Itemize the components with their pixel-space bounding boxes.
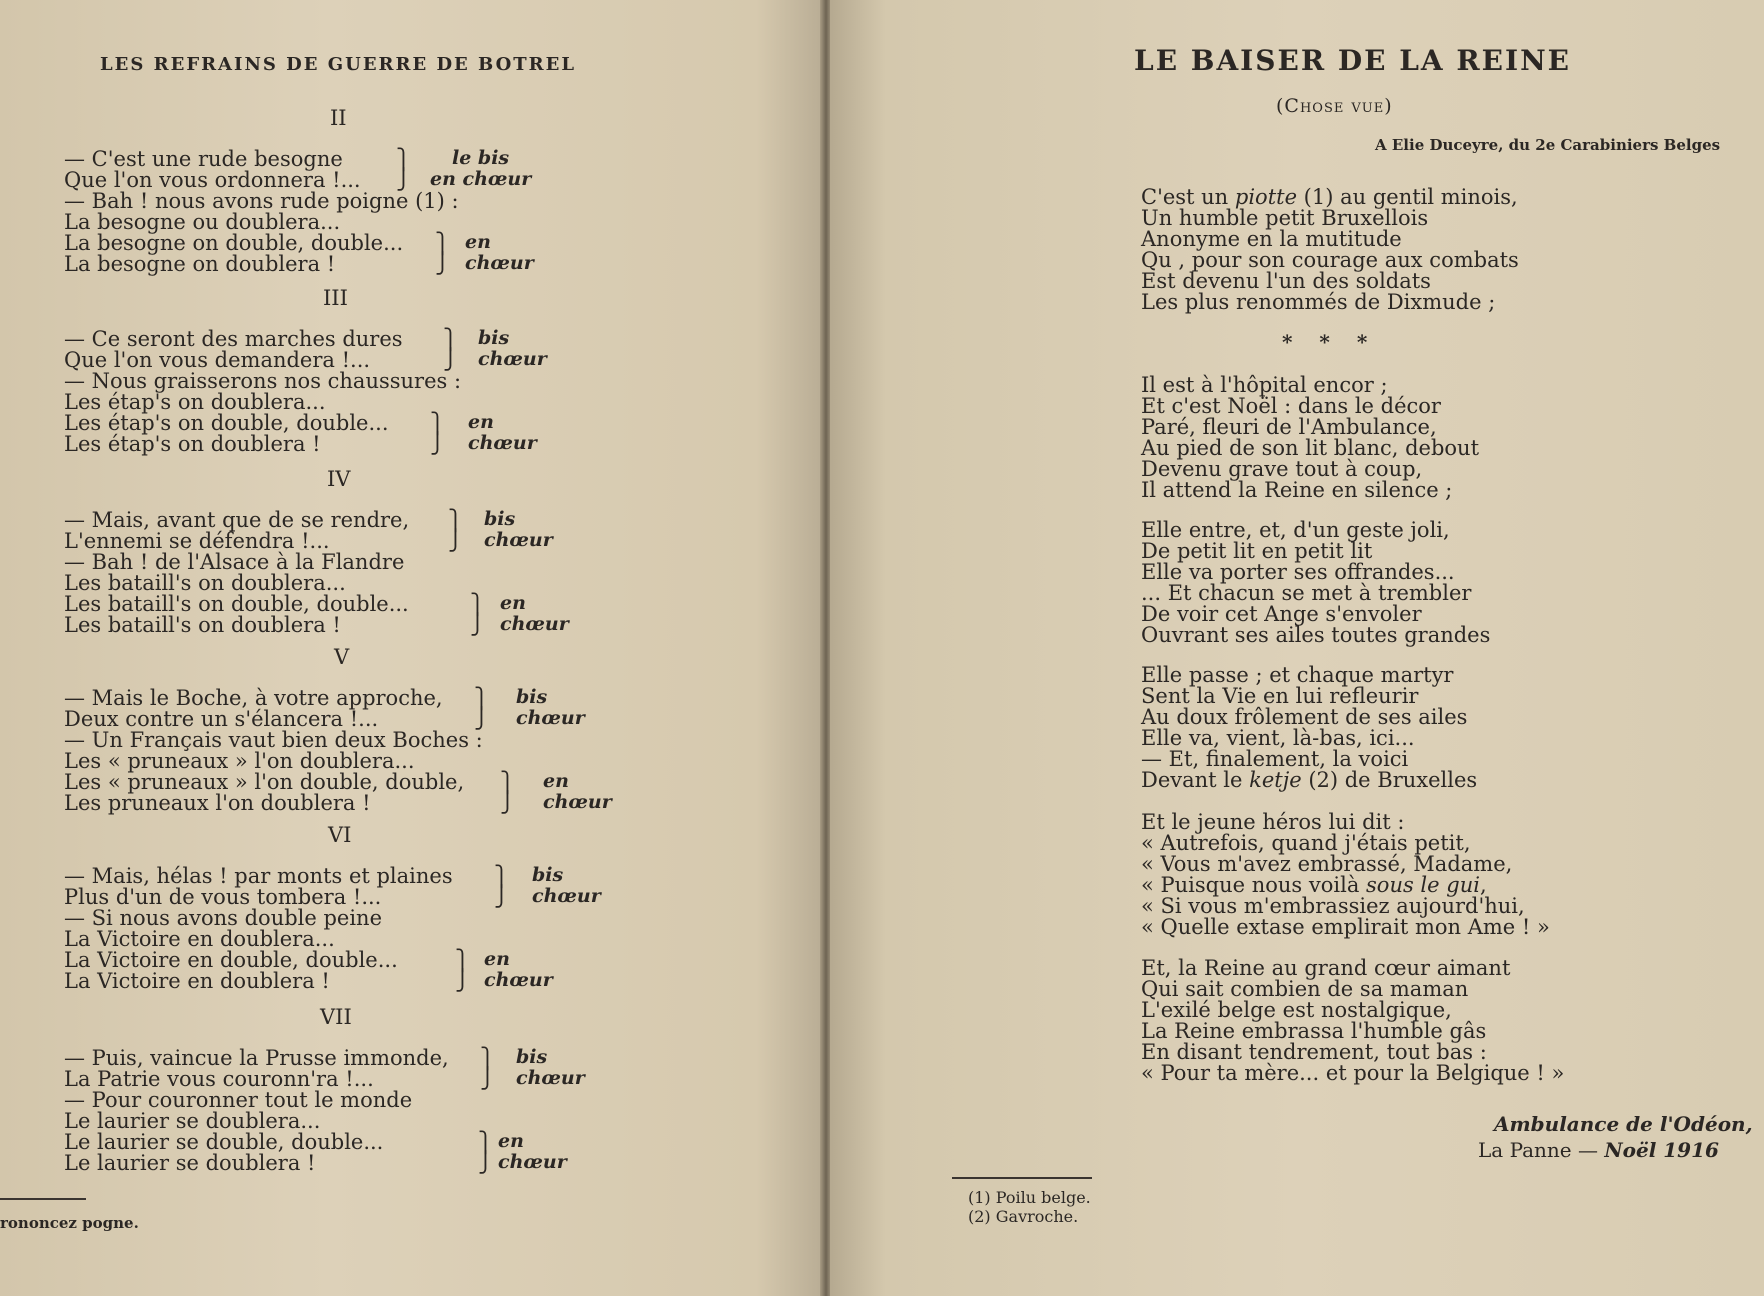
brace: ⎫ ⎭: [470, 592, 485, 636]
verse-line: Plus d'un de vous tombera !...: [64, 885, 382, 909]
verse-line: Les bataill's on doublera !: [64, 613, 341, 637]
verse-line: Les pruneaux l'on doublera !: [64, 791, 371, 815]
poem-line-text: « Quelle extase emplirait mon Ame ! »: [1141, 915, 1550, 939]
poem-line: [1141, 417, 1437, 438]
brace: ⎫ ⎭: [443, 327, 458, 371]
poem-title: LE BAISER DE LA REINE: [1134, 44, 1572, 77]
page-header: LES REFRAINS DE GUERRE DE BOTREL: [100, 54, 577, 75]
verse-line: La besogne on double, double...: [64, 231, 404, 255]
refrain-annotation: chœur: [478, 348, 547, 370]
poem-line-text: Et c'est Noël : dans le décor: [1141, 394, 1441, 418]
poem-line: [1141, 875, 1487, 896]
refrain-annotation: en: [465, 231, 491, 253]
footnote-2: (2) Gavroche.: [968, 1207, 1079, 1226]
poem-line: [1141, 396, 1441, 417]
poem-line-text: De petit lit en petit lit: [1141, 539, 1373, 563]
poem-line: [1141, 625, 1490, 646]
brace: ⎫ ⎭: [478, 1130, 493, 1174]
poem-line-text: L'exilé belge est nostalgique,: [1141, 998, 1452, 1022]
signature-place: La Panne —: [1478, 1138, 1605, 1162]
poem-line-text: Et, la Reine au grand cœur aimant: [1141, 956, 1511, 980]
poem-line-text: Et le jeune héros lui dit :: [1141, 810, 1405, 834]
refrain-annotation: chœur: [500, 613, 569, 635]
poem-line-text: Un humble petit Bruxellois: [1141, 206, 1429, 230]
refrain-annotation: le bis: [452, 147, 510, 169]
poem-line: [1141, 854, 1512, 875]
poem-subtitle: (Chose vue): [1276, 95, 1393, 117]
section-numeral: II: [330, 106, 347, 130]
poem-line: [1141, 541, 1372, 562]
poem-line-text: Il attend la Reine en silence ;: [1141, 478, 1453, 502]
signature-ambulance: Ambulance de l'Odéon,: [1494, 1112, 1753, 1136]
refrain-annotation: en: [498, 1130, 524, 1152]
poem-line-text: Elle va porter ses offrandes...: [1141, 560, 1455, 584]
poem-line-text: Ouvrant ses ailes toutes grandes: [1141, 623, 1491, 647]
verse-line: Que l'on vous ordonnera !...: [64, 168, 361, 192]
poem-line: [1141, 583, 1471, 604]
poem-line: [1141, 958, 1510, 979]
footnote: rononcez pogne.: [0, 1214, 139, 1232]
poem-line-text: En disant tendrement, tout bas :: [1141, 1040, 1487, 1064]
poem-line-text: « Pour ta mère... et pour la Belgique ! »: [1141, 1061, 1565, 1085]
poem-line: [1141, 686, 1418, 707]
refrain-annotation: bis: [478, 327, 510, 349]
verse-line: Les bataill's on double, double...: [64, 592, 409, 616]
poem-line: [1141, 480, 1452, 501]
poem-line: [1141, 250, 1519, 271]
brace: ⎫ ⎭: [435, 231, 450, 275]
poem-line-text: Qu , pour son courage aux combats: [1141, 248, 1519, 272]
footnote-1: (1) Poilu belge.: [968, 1188, 1091, 1207]
poem-line: [1141, 707, 1467, 728]
poem-line: [1141, 375, 1388, 396]
poem-line-text: Au pied de son lit blanc, debout: [1141, 436, 1480, 460]
verse-line: La Victoire en doublera !: [64, 969, 330, 993]
refrain-annotation: chœur: [543, 791, 612, 813]
poem-line: [1141, 896, 1525, 917]
footnote-rule: [0, 1198, 86, 1200]
poem-line: [1141, 271, 1431, 292]
refrain-annotation: en chœur: [430, 168, 532, 190]
poem-line-text: « Autrefois, quand j'étais petit,: [1141, 831, 1471, 855]
refrain-annotation: en: [543, 770, 569, 792]
poem-line: [1141, 917, 1550, 938]
verse-line: La Victoire en doublera...: [64, 927, 335, 951]
verse-line: — C'est une rude besogne: [64, 147, 343, 171]
poem-line-text: ,: [1479, 873, 1487, 897]
section-numeral: VII: [320, 1005, 352, 1029]
poem-line-text: C'est un: [1141, 185, 1235, 209]
poem-line: [1141, 520, 1450, 541]
poem-line: [1141, 208, 1428, 229]
brace: ⎫ ⎭: [494, 864, 509, 908]
poem-line: [1141, 728, 1415, 749]
dedication: A Elie Duceyre, du 2e Carabiniers Belges: [1375, 136, 1721, 154]
verse-line: Les « pruneaux » l'on double, double,: [64, 770, 465, 794]
poem-line-text: Anonyme en la mutitude: [1141, 227, 1402, 251]
verse-line: — Mais, avant que de se rendre,: [64, 508, 410, 532]
verse-line: — Nous graisserons nos chaussures :: [64, 369, 462, 393]
signature-place-date: [1478, 1138, 1719, 1162]
refrain-annotation: chœur: [468, 432, 537, 454]
section-numeral: IV: [327, 467, 351, 491]
verse-line: — Pour couronner tout le monde: [64, 1088, 413, 1112]
brace: ⎫ ⎭: [430, 411, 445, 455]
poem-line-emphasis: sous le gui: [1366, 873, 1480, 897]
poem-line: [1141, 1063, 1564, 1084]
refrain-annotation: chœur: [484, 969, 553, 991]
section-numeral: III: [323, 286, 348, 310]
verse-line: La Victoire en double, double...: [64, 948, 398, 972]
poem-line-text: Elle entre, et, d'un geste joli,: [1141, 518, 1450, 542]
verse-line: La Patrie vous couronn'ra !...: [64, 1067, 374, 1091]
poem-line-text: Paré, fleuri de l'Ambulance,: [1141, 415, 1437, 439]
brace: ⎫ ⎭: [500, 770, 515, 814]
verse-line: Deux contre un s'élancera !...: [64, 707, 379, 731]
brace: ⎫ ⎭: [474, 686, 489, 730]
poem-line: [1141, 562, 1455, 583]
verse-line: — Ce seront des marches dures: [64, 327, 403, 351]
brace: ⎫ ⎭: [448, 508, 463, 552]
verse-line: — Mais, hélas ! par monts et plaines: [64, 864, 453, 888]
verse-line: — Puis, vaincue la Prusse immonde,: [64, 1046, 449, 1070]
footnote-rule: [952, 1177, 1092, 1179]
verse-line: Les bataill's on doublera...: [64, 571, 346, 595]
poem-line: [1141, 604, 1422, 625]
poem-line-text: Devant le: [1141, 768, 1250, 792]
poem-line: [1141, 459, 1422, 480]
poem-line-text: (1) au gentil minois,: [1297, 185, 1518, 209]
brace: ⎫ ⎭: [396, 147, 411, 191]
poem-line: [1141, 979, 1468, 1000]
poem-line-text: Au doux frôlement de ses ailes: [1141, 705, 1468, 729]
poem-line-emphasis: ketje: [1249, 768, 1302, 792]
verse-line: La besogne ou doublera...: [64, 210, 341, 234]
right-page: [830, 0, 1764, 1296]
poem-line-text: (2) de Bruxelles: [1301, 768, 1478, 792]
verse-line: — Bah ! nous avons rude poigne (1) :: [64, 189, 459, 213]
verse-line: — Si nous avons double peine: [64, 906, 383, 930]
verse-line: — Mais le Boche, à votre approche,: [64, 686, 443, 710]
verse-line: Le laurier se doublera...: [64, 1109, 321, 1133]
refrain-annotation: bis: [484, 508, 516, 530]
section-numeral: V: [334, 645, 350, 669]
poem-line-text: Qui sait combien de sa maman: [1141, 977, 1469, 1001]
verse-line: Les « pruneaux » l'on doublera...: [64, 749, 415, 773]
refrain-annotation: chœur: [516, 1067, 585, 1089]
poem-line-text: De voir cet Ange s'envoler: [1141, 602, 1422, 626]
poem-line-text: Est devenu l'un des soldats: [1141, 269, 1431, 293]
verse-line: L'ennemi se défendra !...: [64, 529, 330, 553]
poem-line-text: Les plus renommés de Dixmude ;: [1141, 290, 1496, 314]
refrain-annotation: chœur: [516, 707, 585, 729]
poem-line-text: Sent la Vie en lui refleurir: [1141, 684, 1419, 708]
section-numeral: VI: [328, 823, 352, 847]
verse-line: La besogne on doublera !: [64, 252, 336, 276]
poem-line-text: ... Et chacun se met à trembler: [1141, 581, 1472, 605]
poem-line: [1141, 833, 1471, 854]
brace: ⎫ ⎭: [480, 1046, 495, 1090]
poem-line-emphasis: piotte: [1234, 185, 1297, 209]
poem-line-text: « Vous m'avez embrassé, Madame,: [1141, 852, 1513, 876]
verse-line: Les étap's on doublera !: [64, 432, 321, 456]
poem-line: [1141, 749, 1408, 770]
poem-line-text: — Et, finalement, la voici: [1141, 747, 1409, 771]
refrain-annotation: bis: [516, 686, 548, 708]
brace: ⎫ ⎭: [455, 948, 470, 992]
section-stars: * * *: [1282, 330, 1378, 354]
poem-line: [1141, 187, 1518, 208]
poem-line: [1141, 770, 1477, 791]
refrain-annotation: en: [484, 948, 510, 970]
left-page: [0, 0, 822, 1296]
refrain-annotation: en: [500, 592, 526, 614]
poem-line: [1141, 438, 1479, 459]
refrain-annotation: chœur: [484, 529, 553, 551]
poem-line: [1141, 229, 1402, 250]
poem-line-text: Il est à l'hôpital encor ;: [1141, 373, 1388, 397]
verse-line: Les étap's on doublera...: [64, 390, 326, 414]
verse-line: — Bah ! de l'Alsace à la Flandre: [64, 550, 405, 574]
verse-line: Que l'on vous demandera !...: [64, 348, 371, 372]
poem-line-text: Elle va, vient, là-bas, ici...: [1141, 726, 1415, 750]
poem-line: [1141, 1021, 1486, 1042]
refrain-annotation: bis: [516, 1046, 548, 1068]
poem-line-text: Devenu grave tout à coup,: [1141, 457, 1423, 481]
refrain-annotation: chœur: [498, 1151, 567, 1173]
signature-date: Noël 1916: [1604, 1138, 1719, 1162]
poem-line-text: La Reine embrassa l'humble gâs: [1141, 1019, 1487, 1043]
poem-line: [1141, 812, 1404, 833]
poem-line: [1141, 292, 1495, 313]
verse-line: Le laurier se doublera !: [64, 1151, 316, 1175]
poem-line-text: Elle passe ; et chaque martyr: [1141, 663, 1454, 687]
refrain-annotation: chœur: [532, 885, 601, 907]
poem-line-text: « Puisque nous voilà: [1141, 873, 1367, 897]
verse-line: Les étap's on double, double...: [64, 411, 389, 435]
refrain-annotation: chœur: [465, 252, 534, 274]
refrain-annotation: en: [468, 411, 494, 433]
verse-line: — Un Français vaut bien deux Boches :: [64, 728, 483, 752]
poem-line: [1141, 665, 1453, 686]
poem-line-text: « Si vous m'embrassiez aujourd'hui,: [1141, 894, 1525, 918]
refrain-annotation: bis: [532, 864, 564, 886]
poem-line: [1141, 1000, 1452, 1021]
poem-line: [1141, 1042, 1487, 1063]
verse-line: Le laurier se double, double...: [64, 1130, 384, 1154]
